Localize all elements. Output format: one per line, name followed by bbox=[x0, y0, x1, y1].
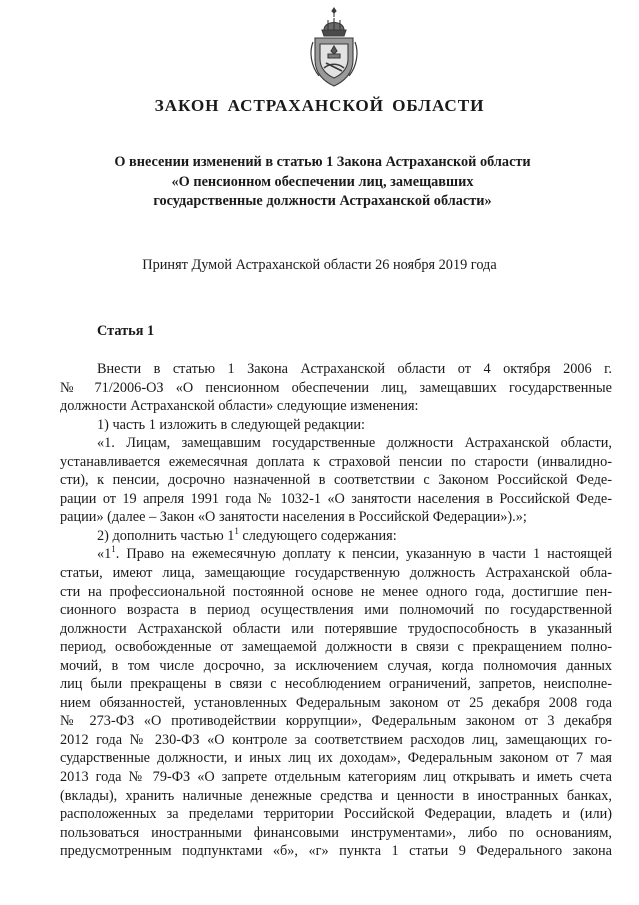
body-line: Внести в статью 1 Закона Астраханской области от 4 октября 2006 г. bbox=[97, 361, 612, 377]
body-line: должности Астраханской области или потерявшие трудоспособность в указанный bbox=[60, 620, 612, 637]
adoption-date: Принят Думой Астраханской области 26 ноября 2019 года bbox=[142, 257, 497, 273]
superscript: 1 bbox=[111, 545, 116, 555]
body-line: 2012 года № 230-ФЗ «О контроле за соответствием расходов лиц, замещающих го- bbox=[60, 731, 612, 748]
article-body bbox=[60, 360, 612, 861]
subtitle-line: государственные должности Астраханской области» bbox=[153, 193, 492, 209]
body-line-text: «1 bbox=[97, 546, 112, 563]
body-line: сударственные должности, и иных лиц их доходам», Федеральным законом от 7 мая bbox=[60, 750, 612, 767]
superscript: 1 bbox=[234, 526, 239, 536]
body-line bbox=[60, 527, 612, 546]
body-line: № 273-ФЗ «О противодействии коррупции», Федеральным законом от 3 декабря bbox=[60, 713, 612, 730]
body-line bbox=[60, 545, 612, 564]
body-line: № 71/2006-ОЗ «О пенсионном обеспечении лиц, замещавших государственные bbox=[60, 379, 612, 396]
body-line: период, освобожденные от замещаемой должности в связи с прекращением полно- bbox=[60, 639, 612, 656]
body-line: рации» (далее – Закон «О занятости населения в Российской Федерации»).»; bbox=[60, 509, 527, 526]
body-line: 1) часть 1 изложить в следующей редакции: bbox=[97, 416, 365, 433]
subtitle-line: О внесении изменений в статью 1 Закона Астраханской области bbox=[114, 154, 531, 170]
body-line-text: . Право на ежемесячную доплату к пенсии, указанную в части 1 настоящей bbox=[115, 546, 612, 563]
body-line: «1. Лицам, замещавшим государственные должности Астраханской области, bbox=[97, 435, 612, 452]
law-title: ЗАКОН АСТРАХАНСКОЙ ОБЛАСТИ bbox=[154, 96, 485, 115]
body-line-text: 2) дополнить частью 1 bbox=[97, 527, 235, 544]
body-line: сионного возраста в период осуществления ими полномочий по государственной bbox=[60, 602, 612, 619]
coat-of-arms-icon bbox=[306, 6, 362, 90]
body-line: сти), к пенсии, досрочно назначенной в соответствии с Законом Российской Феде- bbox=[60, 472, 612, 489]
body-line: должности Астраханской области» следующие изменения: bbox=[60, 398, 419, 415]
body-line: рации от 19 апреля 1991 года № 1032-1 «О занятости населения в Российской Феде- bbox=[60, 490, 612, 507]
body-line: сти на профессиональной постоянной основе не менее одного года, достигшие пен- bbox=[60, 583, 612, 600]
body-line: мочий, в том числе досрочно, за исключением случая, когда полномочия данных bbox=[60, 657, 612, 674]
body-line: лиц были прекращены в связи с несоблюдением ограничений, запретов, неисполне- bbox=[60, 676, 612, 693]
subtitle-line: «О пенсионном обеспечении лиц, замещавших bbox=[171, 173, 474, 190]
body-line: статьи, имеют лица, замещающие государственную должность Астраханской обла- bbox=[60, 565, 612, 582]
body-line: нием обязанностей, установленных Федеральным законом от 25 декабря 2008 года bbox=[60, 694, 612, 711]
law-subtitle bbox=[60, 153, 585, 212]
body-line: устанавливается ежемесячная доплата к страховой пенсии по старости (инвалидно- bbox=[60, 453, 612, 470]
body-line: 2013 года № 79-ФЗ «О запрете отдельным категориям лиц открывать и иметь счета bbox=[60, 769, 612, 786]
article-heading: Статья 1 bbox=[97, 323, 155, 339]
body-line: расположенных за пределами территории Российской Федерации, владеть и (или) bbox=[60, 806, 612, 823]
body-line: предусмотренным подпунктами «б», «г» пункта 1 статьи 9 Федерального закона bbox=[60, 843, 612, 860]
body-line: (вклады), хранить наличные денежные средства и ценности в иностранных банках, bbox=[60, 787, 612, 804]
body-line: пользоваться иностранными финансовыми инструментами», либо по основаниям, bbox=[60, 824, 612, 841]
body-line-text: следующего содержания: bbox=[238, 527, 397, 544]
